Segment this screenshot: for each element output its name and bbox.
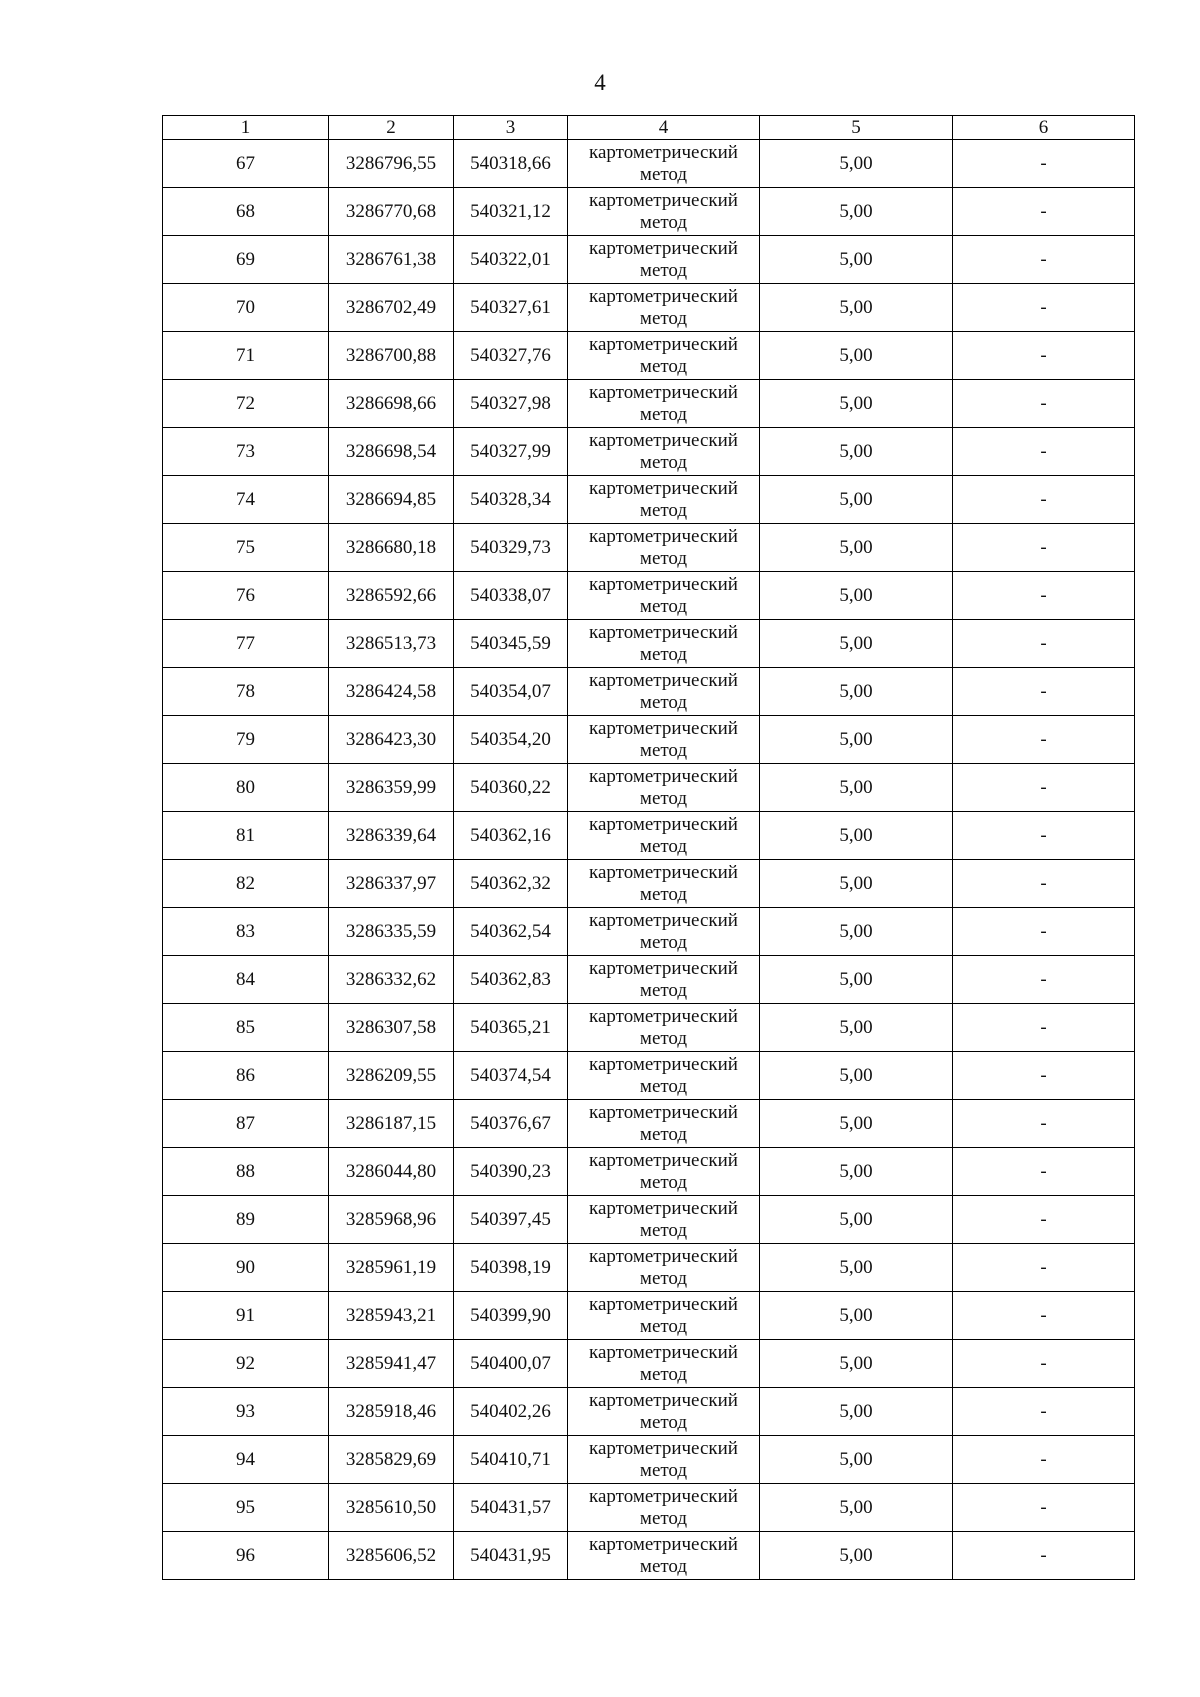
accuracy-cell: 5,00	[760, 1244, 953, 1292]
note-cell: -	[953, 140, 1135, 188]
y-coordinate-cell: 540431,95	[454, 1532, 568, 1580]
point-number-cell: 70	[163, 284, 329, 332]
method-cell	[568, 1388, 760, 1436]
method-line-1: картометрический	[589, 1197, 738, 1219]
table-row	[163, 140, 1135, 188]
accuracy-cell: 5,00	[760, 812, 953, 860]
x-coordinate-cell: 3286359,99	[329, 764, 454, 812]
table-row	[163, 956, 1135, 1004]
point-number-cell: 87	[163, 1100, 329, 1148]
method-line-2: метод	[639, 1075, 688, 1097]
table-row	[163, 620, 1135, 668]
method-cell	[568, 1484, 760, 1532]
y-coordinate-cell: 540400,07	[454, 1340, 568, 1388]
method-line-2: метод	[639, 211, 688, 233]
note-cell: -	[953, 1196, 1135, 1244]
table-row	[163, 908, 1135, 956]
point-number-cell: 85	[163, 1004, 329, 1052]
method-line-2: метод	[639, 835, 688, 857]
point-number-cell: 91	[163, 1292, 329, 1340]
accuracy-cell: 5,00	[760, 1100, 953, 1148]
accuracy-cell: 5,00	[760, 668, 953, 716]
point-number-cell: 93	[163, 1388, 329, 1436]
y-coordinate-cell: 540374,54	[454, 1052, 568, 1100]
method-line-1: картометрический	[589, 1341, 738, 1363]
table-row	[163, 332, 1135, 380]
accuracy-cell: 5,00	[760, 860, 953, 908]
y-coordinate-cell: 540398,19	[454, 1244, 568, 1292]
table-row	[163, 1004, 1135, 1052]
x-coordinate-cell: 3286513,73	[329, 620, 454, 668]
coordinates-table-body	[163, 116, 1135, 1580]
header-row	[163, 116, 1135, 140]
accuracy-cell: 5,00	[760, 1148, 953, 1196]
y-coordinate-cell: 540362,32	[454, 860, 568, 908]
note-cell: -	[953, 812, 1135, 860]
method-cell	[568, 1244, 760, 1292]
method-line-2: метод	[639, 1267, 688, 1289]
point-number-cell: 89	[163, 1196, 329, 1244]
note-cell: -	[953, 1292, 1135, 1340]
method-cell	[568, 956, 760, 1004]
header-cell-4: 4	[568, 116, 760, 140]
header-cell-3: 3	[454, 116, 568, 140]
note-cell: -	[953, 1244, 1135, 1292]
method-line-1: картометрический	[589, 429, 738, 451]
table-row	[163, 1532, 1135, 1580]
point-number-cell: 86	[163, 1052, 329, 1100]
method-line-2: метод	[639, 595, 688, 617]
table-row	[163, 1244, 1135, 1292]
method-line-2: метод	[639, 1507, 688, 1529]
method-line-1: картометрический	[589, 669, 738, 691]
accuracy-cell: 5,00	[760, 1532, 953, 1580]
point-number-cell: 82	[163, 860, 329, 908]
point-number-cell: 81	[163, 812, 329, 860]
accuracy-cell: 5,00	[760, 1388, 953, 1436]
x-coordinate-cell: 3286337,97	[329, 860, 454, 908]
accuracy-cell: 5,00	[760, 524, 953, 572]
method-line-2: метод	[639, 307, 688, 329]
x-coordinate-cell: 3285918,46	[329, 1388, 454, 1436]
method-cell	[568, 1532, 760, 1580]
point-number-cell: 92	[163, 1340, 329, 1388]
method-cell	[568, 428, 760, 476]
accuracy-cell: 5,00	[760, 1340, 953, 1388]
method-line-1: картометрический	[589, 525, 738, 547]
x-coordinate-cell: 3286680,18	[329, 524, 454, 572]
x-coordinate-cell: 3286424,58	[329, 668, 454, 716]
method-line-2: метод	[639, 1411, 688, 1433]
method-line-2: метод	[639, 547, 688, 569]
accuracy-cell: 5,00	[760, 140, 953, 188]
accuracy-cell: 5,00	[760, 908, 953, 956]
x-coordinate-cell: 3286796,55	[329, 140, 454, 188]
y-coordinate-cell: 540360,22	[454, 764, 568, 812]
method-line-1: картометрический	[589, 765, 738, 787]
note-cell: -	[953, 1004, 1135, 1052]
method-line-1: картометрический	[589, 333, 738, 355]
x-coordinate-cell: 3286702,49	[329, 284, 454, 332]
point-number-cell: 68	[163, 188, 329, 236]
table-row	[163, 380, 1135, 428]
method-line-1: картометрический	[589, 189, 738, 211]
table-row	[163, 524, 1135, 572]
method-cell	[568, 620, 760, 668]
method-cell	[568, 668, 760, 716]
accuracy-cell: 5,00	[760, 1484, 953, 1532]
y-coordinate-cell: 540399,90	[454, 1292, 568, 1340]
point-number-cell: 69	[163, 236, 329, 284]
method-line-1: картометрический	[589, 1437, 738, 1459]
note-cell: -	[953, 908, 1135, 956]
table-row	[163, 1196, 1135, 1244]
table-row	[163, 1484, 1135, 1532]
point-number-cell: 88	[163, 1148, 329, 1196]
method-line-2: метод	[639, 787, 688, 809]
method-line-2: метод	[639, 1363, 688, 1385]
note-cell: -	[953, 860, 1135, 908]
method-line-1: картометрический	[589, 1245, 738, 1267]
table-row	[163, 1292, 1135, 1340]
table-row	[163, 860, 1135, 908]
note-cell: -	[953, 1100, 1135, 1148]
x-coordinate-cell: 3285610,50	[329, 1484, 454, 1532]
method-line-1: картометрический	[589, 717, 738, 739]
y-coordinate-cell: 540362,83	[454, 956, 568, 1004]
y-coordinate-cell: 540365,21	[454, 1004, 568, 1052]
accuracy-cell: 5,00	[760, 380, 953, 428]
method-cell	[568, 380, 760, 428]
x-coordinate-cell: 3286209,55	[329, 1052, 454, 1100]
x-coordinate-cell: 3286044,80	[329, 1148, 454, 1196]
accuracy-cell: 5,00	[760, 1196, 953, 1244]
accuracy-cell: 5,00	[760, 1004, 953, 1052]
x-coordinate-cell: 3286592,66	[329, 572, 454, 620]
table-row	[163, 476, 1135, 524]
table-row	[163, 572, 1135, 620]
method-line-1: картометрический	[589, 861, 738, 883]
method-line-2: метод	[639, 355, 688, 377]
note-cell: -	[953, 716, 1135, 764]
x-coordinate-cell: 3286339,64	[329, 812, 454, 860]
method-cell	[568, 812, 760, 860]
note-cell: -	[953, 476, 1135, 524]
point-number-cell: 73	[163, 428, 329, 476]
page-number: 4	[594, 70, 606, 95]
x-coordinate-cell: 3286335,59	[329, 908, 454, 956]
point-number-cell: 83	[163, 908, 329, 956]
point-number-cell: 71	[163, 332, 329, 380]
y-coordinate-cell: 540362,54	[454, 908, 568, 956]
method-line-1: картометрический	[589, 1053, 738, 1075]
method-line-2: метод	[639, 163, 688, 185]
method-cell	[568, 1292, 760, 1340]
method-cell	[568, 1196, 760, 1244]
method-cell	[568, 140, 760, 188]
method-line-1: картометрический	[589, 1533, 738, 1555]
method-line-2: метод	[639, 1459, 688, 1481]
point-number-cell: 74	[163, 476, 329, 524]
method-cell	[568, 908, 760, 956]
method-line-2: метод	[639, 691, 688, 713]
method-cell	[568, 1148, 760, 1196]
y-coordinate-cell: 540329,73	[454, 524, 568, 572]
method-line-1: картометрический	[589, 477, 738, 499]
table-row	[163, 716, 1135, 764]
note-cell: -	[953, 764, 1135, 812]
method-line-2: метод	[639, 883, 688, 905]
table-row	[163, 188, 1135, 236]
note-cell: -	[953, 1388, 1135, 1436]
method-line-1: картометрический	[589, 1389, 738, 1411]
accuracy-cell: 5,00	[760, 428, 953, 476]
coordinates-table	[162, 115, 1135, 1580]
note-cell: -	[953, 572, 1135, 620]
accuracy-cell: 5,00	[760, 284, 953, 332]
accuracy-cell: 5,00	[760, 716, 953, 764]
method-line-1: картометрический	[589, 381, 738, 403]
y-coordinate-cell: 540354,20	[454, 716, 568, 764]
y-coordinate-cell: 540322,01	[454, 236, 568, 284]
accuracy-cell: 5,00	[760, 572, 953, 620]
method-line-2: метод	[639, 979, 688, 1001]
method-line-2: метод	[639, 403, 688, 425]
method-line-2: метод	[639, 1027, 688, 1049]
method-cell	[568, 716, 760, 764]
method-line-1: картометрический	[589, 285, 738, 307]
note-cell: -	[953, 284, 1135, 332]
x-coordinate-cell: 3285606,52	[329, 1532, 454, 1580]
method-line-2: метод	[639, 1219, 688, 1241]
table-row	[163, 428, 1135, 476]
point-number-cell: 94	[163, 1436, 329, 1484]
accuracy-cell: 5,00	[760, 1436, 953, 1484]
method-cell	[568, 1436, 760, 1484]
point-number-cell: 78	[163, 668, 329, 716]
note-cell: -	[953, 524, 1135, 572]
table-row	[163, 1436, 1135, 1484]
x-coordinate-cell: 3285941,47	[329, 1340, 454, 1388]
header-cell-5: 5	[760, 116, 953, 140]
table-row	[163, 1052, 1135, 1100]
note-cell: -	[953, 1052, 1135, 1100]
accuracy-cell: 5,00	[760, 188, 953, 236]
method-cell	[568, 476, 760, 524]
y-coordinate-cell: 540327,61	[454, 284, 568, 332]
point-number-cell: 80	[163, 764, 329, 812]
table-row	[163, 812, 1135, 860]
table-row	[163, 1340, 1135, 1388]
point-number-cell: 84	[163, 956, 329, 1004]
method-cell	[568, 524, 760, 572]
note-cell: -	[953, 1340, 1135, 1388]
method-cell	[568, 764, 760, 812]
y-coordinate-cell: 540318,66	[454, 140, 568, 188]
note-cell: -	[953, 1148, 1135, 1196]
method-cell	[568, 188, 760, 236]
table-row	[163, 284, 1135, 332]
note-cell: -	[953, 380, 1135, 428]
accuracy-cell: 5,00	[760, 1292, 953, 1340]
y-coordinate-cell: 540390,23	[454, 1148, 568, 1196]
x-coordinate-cell: 3285829,69	[329, 1436, 454, 1484]
method-line-1: картометрический	[589, 909, 738, 931]
point-number-cell: 96	[163, 1532, 329, 1580]
table-row	[163, 1100, 1135, 1148]
note-cell: -	[953, 332, 1135, 380]
method-cell	[568, 1340, 760, 1388]
point-number-cell: 79	[163, 716, 329, 764]
y-coordinate-cell: 540431,57	[454, 1484, 568, 1532]
note-cell: -	[953, 188, 1135, 236]
x-coordinate-cell: 3286698,54	[329, 428, 454, 476]
method-cell	[568, 1052, 760, 1100]
method-line-1: картометрический	[589, 957, 738, 979]
y-coordinate-cell: 540410,71	[454, 1436, 568, 1484]
y-coordinate-cell: 540328,34	[454, 476, 568, 524]
method-cell	[568, 1100, 760, 1148]
accuracy-cell: 5,00	[760, 620, 953, 668]
x-coordinate-cell: 3285961,19	[329, 1244, 454, 1292]
point-number-cell: 75	[163, 524, 329, 572]
x-coordinate-cell: 3286187,15	[329, 1100, 454, 1148]
method-line-1: картометрический	[589, 1149, 738, 1171]
x-coordinate-cell: 3286694,85	[329, 476, 454, 524]
method-cell	[568, 1004, 760, 1052]
method-line-1: картометрический	[589, 1005, 738, 1027]
note-cell: -	[953, 620, 1135, 668]
header-cell-6: 6	[953, 116, 1135, 140]
method-cell	[568, 572, 760, 620]
method-line-1: картометрический	[589, 141, 738, 163]
x-coordinate-cell: 3286770,68	[329, 188, 454, 236]
method-line-2: метод	[639, 499, 688, 521]
x-coordinate-cell: 3285943,21	[329, 1292, 454, 1340]
note-cell: -	[953, 1532, 1135, 1580]
accuracy-cell: 5,00	[760, 476, 953, 524]
table-row	[163, 236, 1135, 284]
note-cell: -	[953, 236, 1135, 284]
x-coordinate-cell: 3286307,58	[329, 1004, 454, 1052]
note-cell: -	[953, 668, 1135, 716]
x-coordinate-cell: 3286761,38	[329, 236, 454, 284]
y-coordinate-cell: 540362,16	[454, 812, 568, 860]
method-cell	[568, 284, 760, 332]
method-line-2: метод	[639, 1123, 688, 1145]
y-coordinate-cell: 540327,76	[454, 332, 568, 380]
y-coordinate-cell: 540345,59	[454, 620, 568, 668]
table-row	[163, 1388, 1135, 1436]
y-coordinate-cell: 540338,07	[454, 572, 568, 620]
accuracy-cell: 5,00	[760, 236, 953, 284]
point-number-cell: 95	[163, 1484, 329, 1532]
y-coordinate-cell: 540354,07	[454, 668, 568, 716]
method-line-1: картометрический	[589, 1101, 738, 1123]
method-line-1: картометрический	[589, 1293, 738, 1315]
point-number-cell: 77	[163, 620, 329, 668]
method-cell	[568, 236, 760, 284]
point-number-cell: 76	[163, 572, 329, 620]
note-cell: -	[953, 1436, 1135, 1484]
method-cell	[568, 860, 760, 908]
method-line-1: картометрический	[589, 1485, 738, 1507]
note-cell: -	[953, 956, 1135, 1004]
method-line-2: метод	[639, 259, 688, 281]
table-row	[163, 668, 1135, 716]
y-coordinate-cell: 540327,98	[454, 380, 568, 428]
accuracy-cell: 5,00	[760, 956, 953, 1004]
y-coordinate-cell: 540397,45	[454, 1196, 568, 1244]
y-coordinate-cell: 540321,12	[454, 188, 568, 236]
method-cell	[568, 332, 760, 380]
header-cell-1: 1	[163, 116, 329, 140]
point-number-cell: 67	[163, 140, 329, 188]
note-cell: -	[953, 1484, 1135, 1532]
method-line-2: метод	[639, 643, 688, 665]
y-coordinate-cell: 540376,67	[454, 1100, 568, 1148]
x-coordinate-cell: 3285968,96	[329, 1196, 454, 1244]
method-line-2: метод	[639, 1555, 688, 1577]
point-number-cell: 72	[163, 380, 329, 428]
method-line-2: метод	[639, 1315, 688, 1337]
accuracy-cell: 5,00	[760, 1052, 953, 1100]
accuracy-cell: 5,00	[760, 764, 953, 812]
method-line-2: метод	[639, 1171, 688, 1193]
note-cell: -	[953, 428, 1135, 476]
table-row	[163, 1148, 1135, 1196]
x-coordinate-cell: 3286700,88	[329, 332, 454, 380]
method-line-2: метод	[639, 739, 688, 761]
method-line-1: картометрический	[589, 237, 738, 259]
x-coordinate-cell: 3286332,62	[329, 956, 454, 1004]
y-coordinate-cell: 540402,26	[454, 1388, 568, 1436]
method-line-1: картометрический	[589, 813, 738, 835]
header-cell-2: 2	[329, 116, 454, 140]
point-number-cell: 90	[163, 1244, 329, 1292]
y-coordinate-cell: 540327,99	[454, 428, 568, 476]
table-row	[163, 764, 1135, 812]
method-line-1: картометрический	[589, 621, 738, 643]
x-coordinate-cell: 3286698,66	[329, 380, 454, 428]
method-line-1: картометрический	[589, 573, 738, 595]
accuracy-cell: 5,00	[760, 332, 953, 380]
x-coordinate-cell: 3286423,30	[329, 716, 454, 764]
method-line-2: метод	[639, 451, 688, 473]
method-line-2: метод	[639, 931, 688, 953]
